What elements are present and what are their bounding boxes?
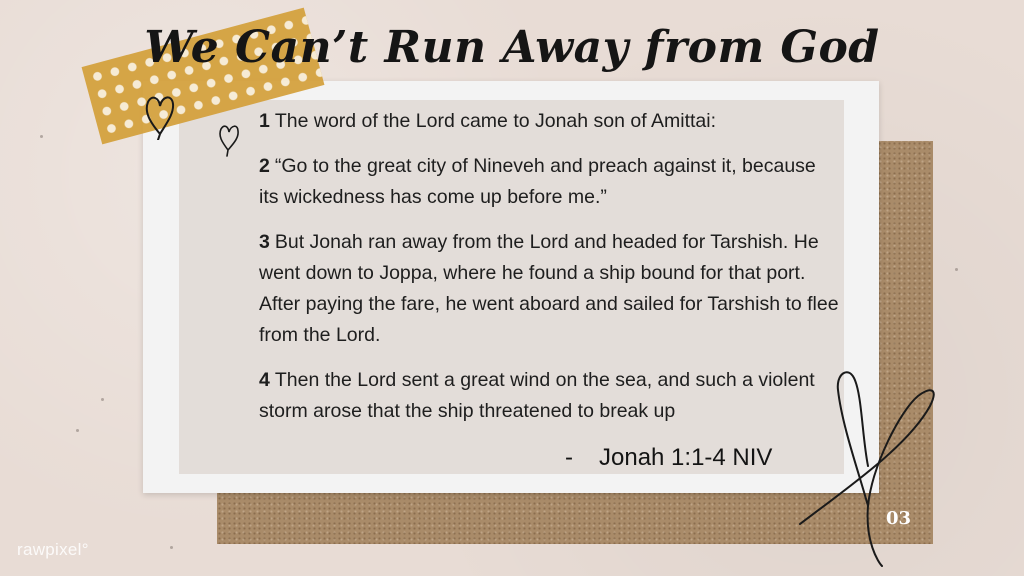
reference-text: Jonah 1:1-4 NIV — [599, 444, 773, 471]
verse-number: 3 — [259, 231, 270, 253]
verse-number: 2 — [259, 155, 270, 177]
verse-item — [259, 227, 839, 351]
page-title: We Can’t Run Away from God — [144, 22, 880, 73]
background-speck — [955, 268, 958, 271]
verse-text: The word of the Lord came to Jonah son of Amittai: — [274, 110, 717, 132]
verse-item — [259, 151, 839, 213]
background-speck — [101, 398, 104, 401]
heart-doodle-icon — [214, 116, 244, 158]
background-speck — [170, 546, 173, 549]
verse-text: “Go to the great city of Nineveh and preach against it, because its wickedness has come up before me.” — [259, 155, 816, 208]
heart-doodle-icon — [140, 84, 180, 140]
watermark-logo: rawpixel° — [17, 540, 89, 559]
background-speck — [40, 135, 43, 138]
verse-item — [259, 106, 839, 137]
verse-item — [259, 365, 839, 427]
verse-list — [259, 106, 839, 441]
scripture-reference — [565, 444, 772, 472]
reference-dash: - — [565, 444, 573, 471]
verse-text: Then the Lord sent a great wind on the sea, and such a violent storm arose that the ship threatened to break up — [259, 369, 815, 422]
verse-number: 1 — [259, 110, 270, 132]
verse-text: But Jonah ran away from the Lord and headed for Tarshish. He went down to Joppa, where he found a ship bound for that port. After paying the fare, he went aboard and sailed for Tarshish to flee from the Lord. — [259, 231, 839, 346]
verse-number: 4 — [259, 369, 270, 391]
page-number: 03 — [886, 508, 912, 529]
background-speck — [76, 429, 79, 432]
